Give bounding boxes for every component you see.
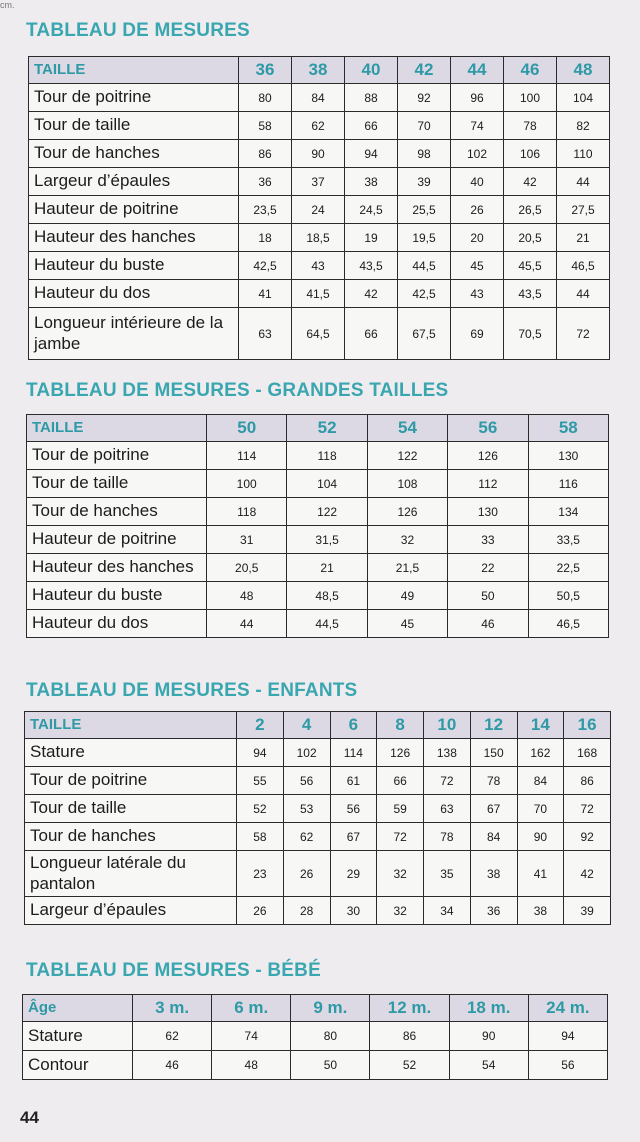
table-row xyxy=(29,224,610,252)
value-cell: 38 xyxy=(345,168,398,196)
value-cell: 104 xyxy=(557,84,610,112)
header-size-cell: 40 xyxy=(345,57,398,84)
header-size-cell: 54 xyxy=(367,415,447,442)
value-cell: 67,5 xyxy=(398,308,451,360)
value-cell: 19 xyxy=(345,224,398,252)
value-cell: 88 xyxy=(345,84,398,112)
value-cell: 126 xyxy=(448,442,528,470)
value-cell: 22,5 xyxy=(528,554,608,582)
value-cell: 64,5 xyxy=(292,308,345,360)
value-cell: 32 xyxy=(377,897,424,925)
value-cell: 41,5 xyxy=(292,280,345,308)
value-cell: 126 xyxy=(367,498,447,526)
value-cell: 20,5 xyxy=(504,224,557,252)
row-label-cell: Hauteur des hanches xyxy=(27,554,207,582)
value-cell: 49 xyxy=(367,582,447,610)
value-cell: 42,5 xyxy=(239,252,292,280)
value-cell: 26,5 xyxy=(504,196,557,224)
value-cell: 56 xyxy=(283,767,330,795)
value-cell: 122 xyxy=(287,498,367,526)
value-cell: 67 xyxy=(330,823,377,851)
value-cell: 82 xyxy=(557,112,610,140)
row-label-cell: Largeur d’épaules xyxy=(25,897,237,925)
value-cell: 30 xyxy=(330,897,377,925)
value-cell: 168 xyxy=(564,739,611,767)
value-cell: 38 xyxy=(517,897,564,925)
value-cell: 48 xyxy=(207,582,287,610)
header-size-cell: 52 xyxy=(287,415,367,442)
header-size-cell: 24 m. xyxy=(528,995,607,1022)
row-label-cell: Hauteur de poitrine xyxy=(27,526,207,554)
value-cell: 80 xyxy=(291,1022,370,1051)
value-cell: 92 xyxy=(398,84,451,112)
value-cell: 66 xyxy=(377,767,424,795)
value-cell: 46 xyxy=(448,610,528,638)
header-row xyxy=(29,57,610,84)
value-cell: 78 xyxy=(424,823,471,851)
value-cell: 50 xyxy=(448,582,528,610)
value-cell: 62 xyxy=(283,823,330,851)
row-label-cell: Tour de hanches xyxy=(25,823,237,851)
table-row xyxy=(29,196,610,224)
value-cell: 86 xyxy=(370,1022,449,1051)
value-cell: 44,5 xyxy=(287,610,367,638)
value-cell: 150 xyxy=(470,739,517,767)
header-label-cell: Âge xyxy=(23,995,133,1022)
value-cell: 46 xyxy=(133,1051,212,1080)
header-size-cell: 4 xyxy=(283,712,330,739)
value-cell: 36 xyxy=(470,897,517,925)
value-cell: 90 xyxy=(517,823,564,851)
value-cell: 59 xyxy=(377,795,424,823)
value-cell: 26 xyxy=(283,851,330,897)
value-cell: 70 xyxy=(398,112,451,140)
value-cell: 90 xyxy=(292,140,345,168)
row-label-cell: Tour de taille xyxy=(25,795,237,823)
value-cell: 21,5 xyxy=(367,554,447,582)
value-cell: 106 xyxy=(504,140,557,168)
table-row xyxy=(29,168,610,196)
value-cell: 31,5 xyxy=(287,526,367,554)
table-row xyxy=(29,280,610,308)
value-cell: 20 xyxy=(451,224,504,252)
row-label-cell: Hauteur des hanches xyxy=(29,224,239,252)
table-row xyxy=(27,470,609,498)
value-cell: 46,5 xyxy=(557,252,610,280)
value-cell: 100 xyxy=(207,470,287,498)
value-cell: 70,5 xyxy=(504,308,557,360)
table-row xyxy=(27,554,609,582)
header-label-cell: TAILLE xyxy=(25,712,237,739)
header-size-cell: 6 xyxy=(330,712,377,739)
value-cell: 86 xyxy=(564,767,611,795)
value-cell: 44 xyxy=(207,610,287,638)
value-cell: 31 xyxy=(207,526,287,554)
value-cell: 61 xyxy=(330,767,377,795)
value-cell: 74 xyxy=(451,112,504,140)
row-label-cell: Tour de poitrine xyxy=(27,442,207,470)
value-cell: 67 xyxy=(470,795,517,823)
value-cell: 21 xyxy=(557,224,610,252)
section-title-plus-sizes: TABLEAU DE MESURES - GRANDES TAILLES xyxy=(26,380,449,401)
value-cell: 21 xyxy=(287,554,367,582)
row-label-cell: Longueur latérale du pantalon xyxy=(25,851,237,897)
value-cell: 40 xyxy=(451,168,504,196)
value-cell: 80 xyxy=(239,84,292,112)
value-cell: 23,5 xyxy=(239,196,292,224)
value-cell: 100 xyxy=(504,84,557,112)
value-cell: 74 xyxy=(212,1022,291,1051)
value-cell: 18,5 xyxy=(292,224,345,252)
value-cell: 72 xyxy=(564,795,611,823)
value-cell: 25,5 xyxy=(398,196,451,224)
value-cell: 42 xyxy=(564,851,611,897)
value-cell: 116 xyxy=(528,470,608,498)
value-cell: 114 xyxy=(207,442,287,470)
table-row xyxy=(25,823,611,851)
table-row xyxy=(27,610,609,638)
value-cell: 43 xyxy=(451,280,504,308)
header-size-cell: 42 xyxy=(398,57,451,84)
value-cell: 27,5 xyxy=(557,196,610,224)
value-cell: 62 xyxy=(292,112,345,140)
row-label-cell: Tour de poitrine xyxy=(25,767,237,795)
value-cell: 48 xyxy=(212,1051,291,1080)
value-cell: 39 xyxy=(564,897,611,925)
value-cell: 126 xyxy=(377,739,424,767)
value-cell: 56 xyxy=(330,795,377,823)
value-cell: 45 xyxy=(367,610,447,638)
value-cell: 66 xyxy=(345,308,398,360)
value-cell: 29 xyxy=(330,851,377,897)
value-cell: 63 xyxy=(239,308,292,360)
value-cell: 33 xyxy=(448,526,528,554)
value-cell: 24,5 xyxy=(345,196,398,224)
value-cell: 108 xyxy=(367,470,447,498)
value-cell: 63 xyxy=(424,795,471,823)
value-cell: 19,5 xyxy=(398,224,451,252)
table-row xyxy=(25,851,611,897)
table-plus-sizes xyxy=(26,414,609,638)
table-row xyxy=(27,526,609,554)
value-cell: 44 xyxy=(557,280,610,308)
value-cell: 46,5 xyxy=(528,610,608,638)
value-cell: 44,5 xyxy=(398,252,451,280)
value-cell: 43 xyxy=(292,252,345,280)
table-row xyxy=(29,140,610,168)
table-row xyxy=(23,1051,608,1080)
value-cell: 94 xyxy=(237,739,284,767)
value-cell: 54 xyxy=(449,1051,528,1080)
header-size-cell: 18 m. xyxy=(449,995,528,1022)
table-baby xyxy=(22,994,608,1080)
table-row xyxy=(25,795,611,823)
value-cell: 42,5 xyxy=(398,280,451,308)
row-label-cell: Contour xyxy=(23,1051,133,1080)
value-cell: 33,5 xyxy=(528,526,608,554)
value-cell: 72 xyxy=(557,308,610,360)
header-size-cell: 9 m. xyxy=(291,995,370,1022)
value-cell: 41 xyxy=(517,851,564,897)
section-title-adult: TABLEAU DE MESURES xyxy=(26,20,250,41)
header-row xyxy=(23,995,608,1022)
value-cell: 62 xyxy=(133,1022,212,1051)
value-cell: 86 xyxy=(239,140,292,168)
corner-text: cm. xyxy=(0,0,15,10)
value-cell: 22 xyxy=(448,554,528,582)
value-cell: 39 xyxy=(398,168,451,196)
header-row xyxy=(27,415,609,442)
header-size-cell: 6 m. xyxy=(212,995,291,1022)
value-cell: 78 xyxy=(504,112,557,140)
table-row xyxy=(29,252,610,280)
value-cell: 70 xyxy=(517,795,564,823)
table-row xyxy=(25,739,611,767)
value-cell: 112 xyxy=(448,470,528,498)
value-cell: 84 xyxy=(292,84,345,112)
value-cell: 50,5 xyxy=(528,582,608,610)
value-cell: 36 xyxy=(239,168,292,196)
header-size-cell: 10 xyxy=(424,712,471,739)
header-size-cell: 48 xyxy=(557,57,610,84)
value-cell: 118 xyxy=(287,442,367,470)
value-cell: 44 xyxy=(557,168,610,196)
value-cell: 58 xyxy=(239,112,292,140)
value-cell: 72 xyxy=(424,767,471,795)
row-label-cell: Tour de hanches xyxy=(29,140,239,168)
value-cell: 102 xyxy=(283,739,330,767)
value-cell: 32 xyxy=(367,526,447,554)
value-cell: 84 xyxy=(517,767,564,795)
value-cell: 20,5 xyxy=(207,554,287,582)
value-cell: 122 xyxy=(367,442,447,470)
value-cell: 26 xyxy=(237,897,284,925)
value-cell: 130 xyxy=(448,498,528,526)
value-cell: 35 xyxy=(424,851,471,897)
header-size-cell: 12 m. xyxy=(370,995,449,1022)
value-cell: 52 xyxy=(237,795,284,823)
value-cell: 45 xyxy=(451,252,504,280)
value-cell: 110 xyxy=(557,140,610,168)
table-row xyxy=(27,498,609,526)
table-adult xyxy=(28,56,610,360)
value-cell: 162 xyxy=(517,739,564,767)
value-cell: 114 xyxy=(330,739,377,767)
value-cell: 58 xyxy=(237,823,284,851)
table-row xyxy=(27,442,609,470)
value-cell: 23 xyxy=(237,851,284,897)
value-cell: 28 xyxy=(283,897,330,925)
value-cell: 43,5 xyxy=(504,280,557,308)
value-cell: 104 xyxy=(287,470,367,498)
table-row xyxy=(27,582,609,610)
value-cell: 94 xyxy=(528,1022,607,1051)
value-cell: 78 xyxy=(470,767,517,795)
header-size-cell: 58 xyxy=(528,415,608,442)
header-label-cell: TAILLE xyxy=(29,57,239,84)
row-label-cell: Hauteur de poitrine xyxy=(29,196,239,224)
row-label-cell: Tour de hanches xyxy=(27,498,207,526)
table-children xyxy=(24,711,611,925)
value-cell: 134 xyxy=(528,498,608,526)
value-cell: 38 xyxy=(470,851,517,897)
section-title-baby: TABLEAU DE MESURES - BÉBÉ xyxy=(26,960,321,981)
header-size-cell: 46 xyxy=(504,57,557,84)
row-label-cell: Tour de poitrine xyxy=(29,84,239,112)
header-size-cell: 12 xyxy=(470,712,517,739)
value-cell: 26 xyxy=(451,196,504,224)
value-cell: 56 xyxy=(528,1051,607,1080)
value-cell: 42 xyxy=(345,280,398,308)
row-label-cell: Hauteur du buste xyxy=(29,252,239,280)
value-cell: 69 xyxy=(451,308,504,360)
header-size-cell: 16 xyxy=(564,712,611,739)
value-cell: 42 xyxy=(504,168,557,196)
value-cell: 90 xyxy=(449,1022,528,1051)
value-cell: 102 xyxy=(451,140,504,168)
value-cell: 18 xyxy=(239,224,292,252)
value-cell: 53 xyxy=(283,795,330,823)
table-row xyxy=(29,112,610,140)
row-label-cell: Hauteur du dos xyxy=(27,610,207,638)
page-number: 44 xyxy=(20,1108,39,1127)
value-cell: 96 xyxy=(451,84,504,112)
value-cell: 48,5 xyxy=(287,582,367,610)
value-cell: 45,5 xyxy=(504,252,557,280)
table-row xyxy=(29,84,610,112)
value-cell: 50 xyxy=(291,1051,370,1080)
row-label-cell: Stature xyxy=(23,1022,133,1051)
header-size-cell: 8 xyxy=(377,712,424,739)
value-cell: 66 xyxy=(345,112,398,140)
header-size-cell: 36 xyxy=(239,57,292,84)
header-size-cell: 50 xyxy=(207,415,287,442)
row-label-cell: Hauteur du dos xyxy=(29,280,239,308)
value-cell: 52 xyxy=(370,1051,449,1080)
value-cell: 138 xyxy=(424,739,471,767)
value-cell: 55 xyxy=(237,767,284,795)
table-row xyxy=(25,897,611,925)
section-title-children: TABLEAU DE MESURES - ENFANTS xyxy=(26,680,358,701)
row-label-cell: Stature xyxy=(25,739,237,767)
value-cell: 24 xyxy=(292,196,345,224)
value-cell: 98 xyxy=(398,140,451,168)
header-size-cell: 44 xyxy=(451,57,504,84)
header-label-cell: TAILLE xyxy=(27,415,207,442)
value-cell: 92 xyxy=(564,823,611,851)
header-size-cell: 14 xyxy=(517,712,564,739)
value-cell: 94 xyxy=(345,140,398,168)
value-cell: 130 xyxy=(528,442,608,470)
value-cell: 84 xyxy=(470,823,517,851)
row-label-cell: Tour de taille xyxy=(27,470,207,498)
header-size-cell: 2 xyxy=(237,712,284,739)
header-row xyxy=(25,712,611,739)
table-row xyxy=(23,1022,608,1051)
row-label-cell: Longueur intérieure de la jambe xyxy=(29,308,239,360)
table-row xyxy=(29,308,610,360)
value-cell: 34 xyxy=(424,897,471,925)
value-cell: 72 xyxy=(377,823,424,851)
value-cell: 37 xyxy=(292,168,345,196)
value-cell: 43,5 xyxy=(345,252,398,280)
row-label-cell: Tour de taille xyxy=(29,112,239,140)
header-size-cell: 38 xyxy=(292,57,345,84)
header-size-cell: 3 m. xyxy=(133,995,212,1022)
row-label-cell: Largeur d’épaules xyxy=(29,168,239,196)
value-cell: 41 xyxy=(239,280,292,308)
header-size-cell: 56 xyxy=(448,415,528,442)
row-label-cell: Hauteur du buste xyxy=(27,582,207,610)
value-cell: 118 xyxy=(207,498,287,526)
value-cell: 32 xyxy=(377,851,424,897)
table-row xyxy=(25,767,611,795)
